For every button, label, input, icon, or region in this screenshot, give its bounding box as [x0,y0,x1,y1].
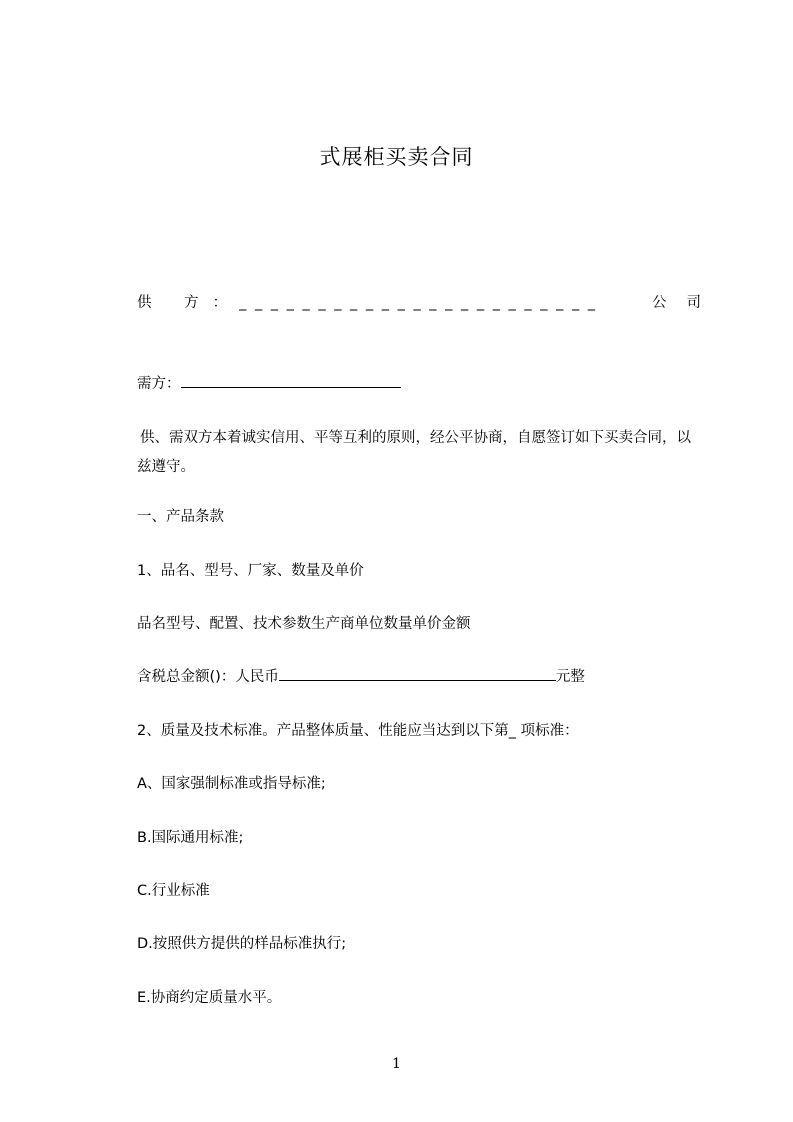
buyer-blank-underline [181,373,401,388]
table-header-line: 品名型号、配置、技术参数生产商单位数量单价金额 [137,616,471,632]
document-title: 式展柜买卖合同 [319,145,474,169]
supplier-colon: ： [212,295,228,311]
option-e: E.协商约定质量水平。 [137,990,282,1006]
option-d: D.按照供方提供的样品标准执行; [137,936,347,952]
option-a: A、国家强制标准或指导标准; [137,776,326,792]
page-number: 1 [392,1056,401,1072]
total-blank-underline [279,666,556,681]
total-amount-line [137,665,585,686]
option-b: B.国际通用标准; [137,830,244,846]
buyer-line [137,372,401,393]
item-2-heading: 2、质量及技术标准。产品整体质量、性能应当达到以下第_ 项标准： [137,723,579,739]
supplier-line [137,291,721,311]
supplier-suffix: 公司 [652,295,721,311]
option-c: C.行业标准 [137,883,210,899]
supplier-label: 供 方 [137,295,213,311]
intro-paragraph: 供、需双方本着诚实信用、平等互利的原则，经公平协商，自愿签订如下买卖合同，以兹遵守。 [137,430,691,475]
total-suffix: 元整 [555,669,585,685]
supplier-blank: _______________________ [239,295,604,311]
total-label: 含税总金额()：人民币 [137,669,279,685]
section-1-heading: 一、产品条款 [137,509,224,525]
buyer-label: 需方： [137,376,181,392]
item-1-heading: 1、品名、型号、厂家、数量及单价 [137,563,364,579]
